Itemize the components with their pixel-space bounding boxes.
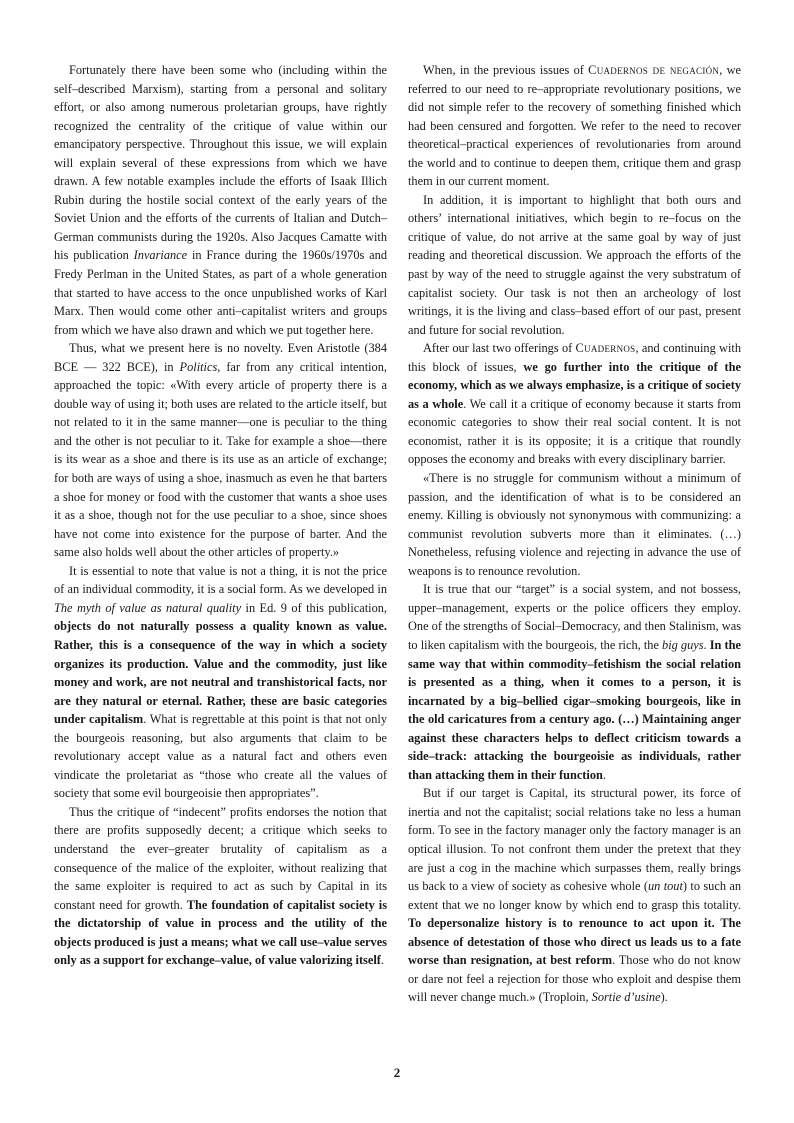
italic-text: Invariance	[133, 248, 188, 263]
text-run: Thus, what we present here is no novelty. Even Aristotle (384 BCE — 322 BCE), in	[54, 341, 387, 374]
paragraph	[408, 339, 741, 469]
text-run: But if our target is Capital, its structural power, its force of inertia and not the capitalist; social relations take no less a human form. To see in the factory manager only the factory manager is an optical illusion. To not confront them under the pretext that they are just a cog in the machine which surpasses them, really brings us back to a view of society as cohesive whole (	[408, 786, 741, 894]
italic-text: The myth of value as natural quality	[54, 600, 242, 615]
text-run: After our last two offerings of	[423, 341, 576, 356]
paragraph	[408, 784, 741, 1007]
text-run: , far from any critical intention, approached the topic: «With every article of property there is a double way of using it; both uses are related to the article itself, but not related to it in the same manner—one is peculiar to the thing and the other is not peculiar to it. Take for example a shoe—there is its wear as a shoe and there is its use as an article of exchange; for both are ways of using a shoe, inasmuch as even he that barters a shoe for money or food with the customer that wants a shoe uses it as a shoe, though not for the use peculiar to a shoe, since shoes have not come into existence for the purpose of barter. And the same also holds well about the other articles of property.»	[54, 359, 387, 560]
text-run: , we referred to our need to re–appropriate revolutionary positions, we did not simple refer to the recovery of something finished which had been censured and forgotten. We refer to the need to recover theoretical–practical experiences of revolutionaries from around the world and to continue to deepen them, critique them and grasp them in our current moment.	[408, 63, 741, 189]
text-run: .	[703, 637, 710, 652]
page-number: 2	[393, 1065, 401, 1080]
italic-text: Politics	[179, 359, 218, 374]
paragraph	[54, 803, 387, 970]
text-run: .	[380, 953, 384, 968]
bold-text: To depersonalize history is to renounce to act upon it. The absence of detestation of those who direct us leads us to a fate worse than resignation, at best reform	[408, 916, 741, 968]
paragraph	[408, 469, 741, 580]
text-run: «There is no struggle for communism without a minimum of passion, and the identification of what is to be considered an enemy. Killing is obviously not synonymous with communizing: a communist revolution subverts more than it eliminates. (…) Nonetheless, refusing violence and rejecting in advance the use of weapons is to renounce revolution.	[408, 471, 741, 578]
paragraph	[54, 61, 387, 339]
small-caps-text: Cuadernos	[575, 341, 636, 356]
right-column	[408, 61, 741, 1007]
bold-text: we go further into the critique of the economy, which as we always emphasize, is a critique of society as a whole	[408, 359, 741, 411]
paragraph	[408, 580, 741, 784]
text-run: . Those who do not know or dare not feel a rejection for those who exploit and despise them will never change much.» (Troploin,	[408, 953, 741, 1005]
small-caps-text: Cuadernos de negación	[588, 63, 720, 77]
italic-text: big guys	[662, 637, 704, 652]
left-column	[54, 61, 387, 970]
text-run: in Ed. 9 of this publication,	[241, 600, 388, 615]
bold-text: In the same way that within commodity–fetishism the social relation is presented as a thing, when it comes to a person, it is incarnated by a big–bellied cigar–smoking bourgeois, like in the old caricatures from a century ago. (…) Maintaining anger against these characters helps to deflect criticism towards a side–track: attacking the bourgeoisie as individuals, rather than attacking them in their function	[408, 637, 741, 782]
italic-text: Sortie d’usine	[591, 990, 661, 1005]
paragraph	[408, 61, 741, 191]
text-run: Thus the critique of “indecent” profits endorses the notion that there are profits supposedly decent; a critique which seeks to understand the ever–greater brutality of capitalism as a consequence of the malice of the exploiter, without realizing that the same exploiter is required to act as such by Capital in its constant need for growth.	[54, 804, 387, 912]
text-run: . We call it a critique of economy because it starts from economic categories to show their real social content. It is not economist, rather it is its opposite; it is a critique that roundly opposes the economy and breaks with every disciplinary barrier.	[408, 396, 741, 467]
text-run: , and continuing with this block of issues,	[408, 341, 741, 374]
text-run: in France during the 1960s/1970s and Fredy Perlman in the United States, as part of a whole generation that started to have access to the once unpublished works of Karl Marx. Then would come other anti–capitalist writers and groups from which we have also drawn and which we put together here.	[54, 248, 387, 337]
paragraph	[408, 191, 741, 339]
paragraph	[54, 339, 387, 562]
text-run: ) to such an extent that we no longer know by which end to grasp this totality.	[408, 879, 742, 912]
bold-text: objects do not naturally possess a quality known as value. Rather, this is a consequence of the way in which a society organizes its production. Value and the commodity, just like money and work, are not neutral and transhistorical facts, nor are they natural or eternal. Rather, these are basic categories under capitalism	[54, 619, 387, 727]
paragraph	[54, 562, 387, 803]
text-run: In addition, it is important to highlight that both ours and others’ international initiatives, which begin to re–focus on the critique of value, do not arrive at the same goal by way of just reading and theoretical discussion. We approach the efforts of the past by way of the need to struggle against the very substratum of capitalist society. Our task is not then an archeology of lost writings, it is the living and class–based effort of our past, present and future for social revolution.	[408, 192, 741, 337]
text-run: .	[602, 767, 606, 782]
text-run: When, in the previous issues of	[423, 63, 589, 77]
text-run: ).	[660, 990, 668, 1005]
bold-text: The foundation of capitalist society is the dictatorship of value in process and the utility of the objects produced is just a means; what we call use–value serves only as a support for exchange–value, of value valorizing itself	[54, 897, 388, 968]
text-run: It is essential to note that value is not a thing, it is not the price of an individual commodity, it is a social form. As we developed in	[54, 563, 387, 597]
text-run: . What is regrettable at this point is that not only the bourgeois reasoning, but also arguments that claim to be revolutionary accept value as a natural fact and others even vindicate the proletariat as “those who create all the values of society that some evil bourgeoisie then appropriates”.	[54, 712, 387, 801]
text-run: Fortunately there have been some who (including within the self–described Marxism), starting from a personal and solitary effort, or also among numerous proletarian groups, have rightly recognized the centrality of the critique of value within our emancipatory perspective. Throughout this issue, we will explain will explain several of these expressions from which we have drawn. A few notable examples include the efforts of Isaak Illich Rubin during the hostile social context of the early years of the Soviet Union and the efforts of the currents of Italian and Dutch–German communists during the 1920s. Also Jacques Camatte with his publication	[54, 63, 387, 263]
text-run: It is true that our “target” is a social system, and not bossess, upper–management, experts or the police officers they employ. One of the strengths of Social–Democracy, and then Stalinism, was to liken capitalism with the bourgeois, the rich, the	[408, 582, 741, 652]
italic-text: un tout	[648, 879, 683, 894]
